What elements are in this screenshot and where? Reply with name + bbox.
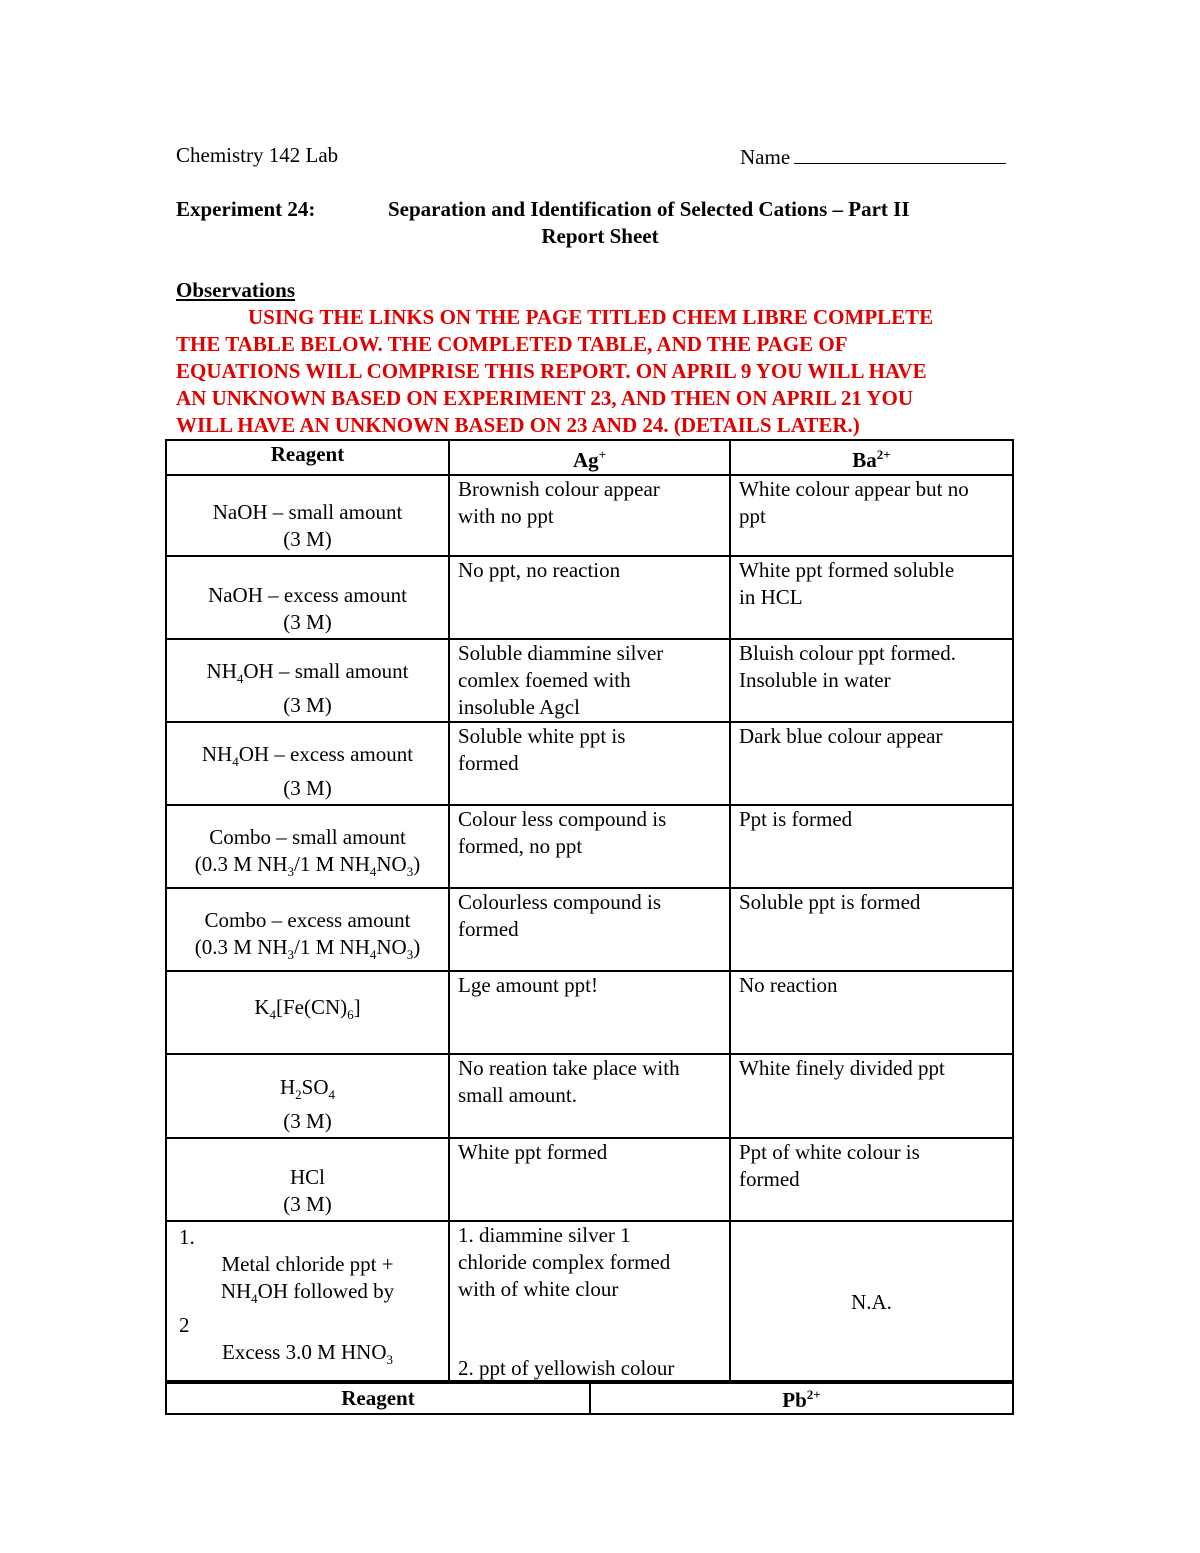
reagent-cell xyxy=(166,475,449,556)
ag-line: 1. diammine silver 1 xyxy=(458,1223,631,1247)
reagent-line: Metal chloride ppt + xyxy=(221,1252,394,1276)
reagent-conc: (3 M) xyxy=(283,776,332,800)
formula-part: (0.3 M NH xyxy=(194,851,288,876)
formula-part: ] xyxy=(353,995,361,1020)
experiment-title: Separation and Identification of Selected Cations – Part II xyxy=(388,197,910,221)
reagent-conc: (3 M) xyxy=(283,693,332,717)
header-ag xyxy=(449,440,730,475)
ba-line: Ppt is formed xyxy=(739,807,853,831)
experiment-label: Experiment 24: xyxy=(176,197,316,221)
reagent-name xyxy=(175,741,440,775)
ag-observation[interactable] xyxy=(449,475,730,556)
reagent-cell xyxy=(166,805,449,888)
formula-part: ) xyxy=(413,934,421,959)
ba-observation[interactable] xyxy=(730,1054,1013,1138)
formula-part: SO xyxy=(301,1074,329,1099)
ag-observation[interactable] xyxy=(449,1221,730,1383)
ba-observation[interactable]: N.A. xyxy=(730,1221,1013,1383)
reagent-cell xyxy=(166,639,449,722)
formula-subscript: 4 xyxy=(269,1007,276,1023)
ba-line: White colour appear but no xyxy=(739,477,969,501)
formula-part: H xyxy=(279,1074,296,1099)
reagent-name: HCl xyxy=(289,1165,325,1189)
report-subtitle: Report Sheet xyxy=(541,224,659,248)
ba-observation[interactable] xyxy=(730,888,1013,971)
formula-subscript: 4 xyxy=(232,754,239,769)
instruction-line-3: EQUATIONS WILL COMPRISE THIS REPORT. ON APRIL 9 YOU WILL HAVE xyxy=(176,359,927,383)
reagent-name: NaOH – small amount xyxy=(212,500,403,524)
formula-part: /1 M NH xyxy=(294,851,370,876)
formula-subscript: 4 xyxy=(369,864,377,879)
formula-part: NH xyxy=(201,741,233,766)
ba-line: formed xyxy=(739,1167,800,1191)
ag-line: insoluble Agcl xyxy=(458,695,580,719)
ag-observation[interactable] xyxy=(449,971,730,1054)
formula-subscript: 6 xyxy=(347,1007,354,1023)
formula-subscript: 2 xyxy=(295,1087,302,1102)
name-blank xyxy=(794,143,1006,164)
formula-part: (0.3 M NH xyxy=(194,934,288,959)
ag-line: with no ppt xyxy=(458,504,554,528)
observations-heading: Observations xyxy=(176,278,296,302)
pb-table xyxy=(165,1380,1014,1415)
instruction-line-4: AN UNKNOWN BASED ON EXPERIMENT 23, AND THEN ON APRIL 21 YOU xyxy=(176,386,914,410)
step-number: 1. xyxy=(179,1225,195,1249)
table-row xyxy=(166,971,1013,1054)
reagent-cell xyxy=(166,556,449,639)
name-field xyxy=(740,143,1006,170)
ag-symbol: Ag xyxy=(572,448,599,472)
course-title: Chemistry 142 Lab xyxy=(176,143,339,167)
pb-symbol: Pb xyxy=(782,1388,807,1412)
reagent-conc: (3 M) xyxy=(283,527,332,551)
table-row xyxy=(166,1138,1013,1221)
formula-part: /1 M NH xyxy=(294,934,370,959)
pb-charge: 2+ xyxy=(806,1387,821,1402)
ag-observation[interactable] xyxy=(449,722,730,805)
formula-subscript: 3 xyxy=(287,947,295,962)
ba-line: Bluish colour ppt formed. xyxy=(739,641,956,665)
name-label: Name xyxy=(740,145,791,169)
ag-line: Soluble diammine silver xyxy=(458,641,664,665)
instruction-line-2: THE TABLE BELOW. THE COMPLETED TABLE, AND THE PAGE OF xyxy=(176,332,848,356)
ba-line: Soluble ppt is formed xyxy=(739,890,921,914)
ba-observation[interactable] xyxy=(730,1138,1013,1221)
ba-observation[interactable] xyxy=(730,805,1013,888)
reagent-conc: (3 M) xyxy=(283,610,332,634)
formula-subscript: 3 xyxy=(406,864,414,879)
table-row xyxy=(166,475,1013,556)
reagent-cell xyxy=(166,971,449,1054)
ag-observation[interactable] xyxy=(449,556,730,639)
header-reagent: Reagent xyxy=(166,440,449,475)
ag-observation[interactable] xyxy=(449,805,730,888)
reagent-conc: (3 M) xyxy=(283,1109,332,1133)
reagent-name xyxy=(175,1074,440,1108)
reagent-name xyxy=(175,658,440,692)
ba-line: No reaction xyxy=(739,973,838,997)
table-row xyxy=(166,888,1013,971)
ag-line: Colourless compound is xyxy=(458,890,661,914)
reagent-name: NaOH – excess amount xyxy=(208,583,407,607)
ba-line: Insoluble in water xyxy=(739,668,891,692)
ag-line: Colour less compound is xyxy=(458,807,667,831)
formula-subscript: 4 xyxy=(251,1291,258,1307)
ba-observation[interactable] xyxy=(730,722,1013,805)
ag-line: No reation take place with xyxy=(458,1056,680,1080)
formula-subscript: 4 xyxy=(369,947,377,962)
ba-line: White finely divided ppt xyxy=(739,1056,945,1080)
formula-subscript: 4 xyxy=(328,1087,336,1102)
formula-subscript: 3 xyxy=(386,1352,393,1368)
formula-part: NO xyxy=(376,851,407,876)
ba-line: White ppt formed soluble xyxy=(739,558,955,582)
reagent-name: Combo – small amount xyxy=(209,824,406,849)
ag-observation[interactable] xyxy=(449,1138,730,1221)
table-row xyxy=(166,722,1013,805)
reagent-line xyxy=(175,1339,440,1373)
ag-line: White ppt formed xyxy=(458,1140,608,1164)
formula-part: Excess 3.0 M HNO xyxy=(222,1340,387,1365)
reagent-cell xyxy=(166,722,449,805)
formula-subscript: 4 xyxy=(236,671,244,686)
pb-header-row xyxy=(166,1381,1013,1414)
ag-charge: + xyxy=(598,447,607,462)
ag-observation[interactable] xyxy=(449,1054,730,1138)
formula-part: OH – excess amount xyxy=(238,741,414,766)
ag-line: formed xyxy=(458,917,519,941)
ag-line: formed xyxy=(458,751,519,775)
ba-line: in HCL xyxy=(739,585,803,609)
ag-line: 2. ppt of yellowish colour xyxy=(458,1356,675,1380)
header-pb xyxy=(590,1381,1013,1414)
reagent-name: Combo – excess amount xyxy=(204,907,411,932)
header-ba xyxy=(730,440,1013,475)
formula-part: K xyxy=(254,995,270,1020)
table-row xyxy=(166,639,1013,722)
table-row xyxy=(166,805,1013,888)
formula-part: NH xyxy=(220,1279,252,1303)
formula-subscript: 3 xyxy=(406,947,414,962)
table-row-last xyxy=(166,1221,1013,1383)
reagent-line xyxy=(175,1278,440,1312)
ag-line: Soluble white ppt is xyxy=(458,724,626,748)
ag-line: No ppt, no reaction xyxy=(458,558,621,582)
reagent-conc: (3 M) xyxy=(283,1192,332,1216)
formula-part: OH followed by xyxy=(257,1279,395,1303)
table-row xyxy=(166,556,1013,639)
reagent-name xyxy=(175,994,440,1028)
reagent-cell xyxy=(166,888,449,971)
formula-part: NH xyxy=(206,658,237,683)
table-header-row xyxy=(166,440,1013,475)
ba-observation[interactable] xyxy=(730,971,1013,1054)
reagent-cell xyxy=(166,1054,449,1138)
observations-table xyxy=(165,439,1014,1384)
step-number: 2 xyxy=(179,1313,190,1338)
ba-observation[interactable] xyxy=(730,475,1013,556)
formula-part: ) xyxy=(413,851,421,876)
reagent-cell xyxy=(166,1138,449,1221)
ba-line: Dark blue colour appear xyxy=(739,724,943,748)
instruction-line-1: USING THE LINKS ON THE PAGE TITLED CHEM LIBRE COMPLETE xyxy=(248,305,934,329)
formula-part: NO xyxy=(376,934,407,959)
ag-observation[interactable] xyxy=(449,639,730,722)
formula-part: OH – small amount xyxy=(243,658,409,683)
formula-subscript: 3 xyxy=(287,864,295,879)
ba-observation[interactable] xyxy=(730,556,1013,639)
reagent-conc xyxy=(175,934,440,968)
reagent-conc xyxy=(175,851,440,885)
ag-line: with of white clour xyxy=(458,1277,619,1301)
ag-line: small amount. xyxy=(458,1083,577,1107)
ag-line: Brownish colour appear xyxy=(458,477,660,501)
header-reagent: Reagent xyxy=(166,1381,590,1414)
ba-symbol: Ba xyxy=(852,448,877,472)
ag-line: formed, no ppt xyxy=(458,834,583,858)
formula-part: [Fe(CN) xyxy=(276,995,348,1020)
ba-observation[interactable] xyxy=(730,639,1013,722)
table-row xyxy=(166,1054,1013,1138)
reagent-cell xyxy=(166,1221,449,1383)
ba-charge: 2+ xyxy=(876,447,891,462)
ag-line: chloride complex formed xyxy=(458,1250,671,1274)
ba-line: Ppt of white colour is xyxy=(739,1140,920,1164)
ba-line: ppt xyxy=(739,504,766,528)
ag-line: Lge amount ppt! xyxy=(458,973,598,997)
ag-line: comlex foemed with xyxy=(458,668,631,692)
instruction-line-5: WILL HAVE AN UNKNOWN BASED ON 23 AND 24. (DETAILS LATER.) xyxy=(176,413,860,437)
ag-observation[interactable] xyxy=(449,888,730,971)
